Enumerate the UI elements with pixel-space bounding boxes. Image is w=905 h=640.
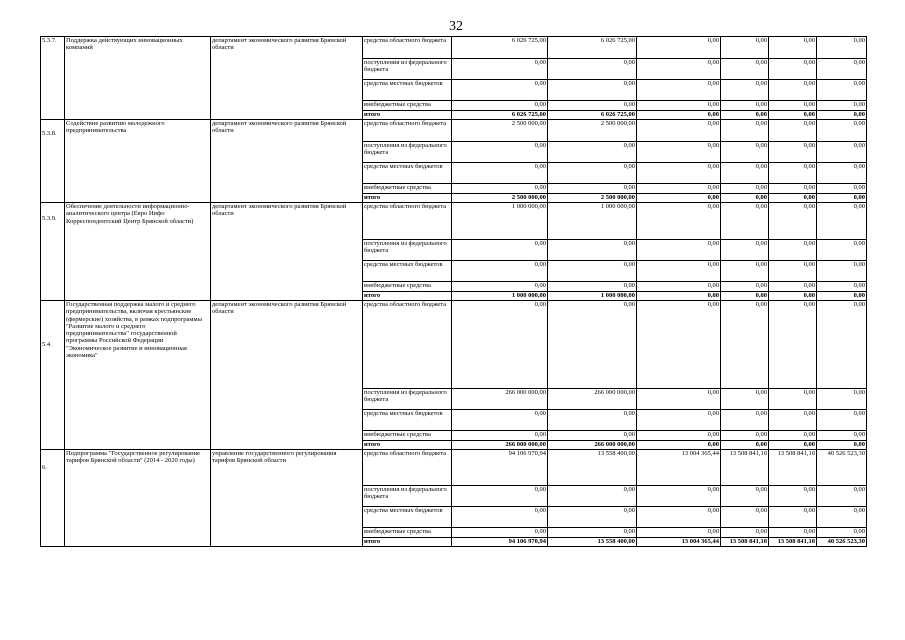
- amount-cell: 0,00: [721, 194, 769, 203]
- amount-cell: 0,00: [817, 507, 867, 528]
- amount-cell: 0,00: [452, 142, 548, 163]
- amount-cell: 0,00: [769, 37, 817, 59]
- amount-cell: 0,00: [637, 194, 721, 203]
- amount-cell: 0,00: [721, 410, 769, 431]
- amount-cell: 0,00: [769, 528, 817, 538]
- responsible-executor: департамент экономического развития Брянской области: [211, 203, 363, 301]
- amount-cell: 0,00: [817, 163, 867, 184]
- amount-cell: 0,00: [769, 184, 817, 194]
- amount-cell: 0,00: [817, 184, 867, 194]
- item-number: 5.3.9.: [41, 203, 65, 301]
- amount-cell: 0,00: [548, 486, 637, 507]
- amount-cell: 0,00: [452, 507, 548, 528]
- funding-source: поступления из федерального бюджета: [363, 389, 452, 410]
- funding-source: внебюджетные средства: [363, 184, 452, 194]
- amount-cell: 6 026 725,00: [452, 111, 548, 120]
- amount-cell: 2 500 000,00: [548, 194, 637, 203]
- funding-source: поступления из федерального бюджета: [363, 59, 452, 80]
- amount-cell: 0,00: [769, 240, 817, 261]
- amount-cell: 13 508 841,10: [721, 538, 769, 547]
- responsible-executor: департамент экономического развития Брянской области: [211, 120, 363, 203]
- funding-source: средства местных бюджетов: [363, 163, 452, 184]
- amount-cell: 0,00: [817, 486, 867, 507]
- amount-cell: 0,00: [817, 431, 867, 441]
- budget-table: [40, 36, 867, 547]
- amount-cell: 0,00: [769, 292, 817, 301]
- amount-cell: 40 526 523,30: [817, 450, 867, 486]
- amount-cell: 0,00: [637, 292, 721, 301]
- funding-source: внебюджетные средства: [363, 431, 452, 441]
- amount-cell: 0,00: [721, 528, 769, 538]
- amount-cell: 0,00: [769, 431, 817, 441]
- amount-cell: 0,00: [721, 441, 769, 450]
- amount-cell: 0,00: [452, 486, 548, 507]
- amount-cell: 13 558 400,00: [548, 538, 637, 547]
- amount-cell: 0,00: [769, 261, 817, 282]
- amount-cell: 0,00: [817, 240, 867, 261]
- funding-source: средства областного бюджета: [363, 301, 452, 389]
- funding-source: средства местных бюджетов: [363, 261, 452, 282]
- amount-cell: 0,00: [721, 486, 769, 507]
- amount-cell: 0,00: [769, 80, 817, 101]
- amount-cell: 0,00: [637, 142, 721, 163]
- amount-cell: 0,00: [637, 240, 721, 261]
- amount-cell: 0,00: [452, 410, 548, 431]
- funding-source: средства областного бюджета: [363, 450, 452, 486]
- amount-cell: 0,00: [548, 184, 637, 194]
- amount-cell: 0,00: [637, 301, 721, 389]
- amount-cell: 0,00: [817, 37, 867, 59]
- amount-cell: 0,00: [721, 261, 769, 282]
- amount-cell: 13 558 400,00: [548, 450, 637, 486]
- amount-cell: 0,00: [637, 486, 721, 507]
- amount-cell: 0,00: [817, 410, 867, 431]
- amount-cell: 266 000 000,00: [452, 389, 548, 410]
- amount-cell: 13 004 365,44: [637, 538, 721, 547]
- amount-cell: 0,00: [817, 80, 867, 101]
- amount-cell: 0,00: [637, 80, 721, 101]
- amount-cell: 0,00: [548, 163, 637, 184]
- amount-cell: 0,00: [548, 80, 637, 101]
- amount-cell: 6 026 725,00: [548, 37, 637, 59]
- amount-cell: 0,00: [817, 203, 867, 240]
- measure-name: Подпрограмма "Государственное регулирование тарифов Брянской области" (2014 - 2020 годы): [65, 450, 211, 547]
- amount-cell: 0,00: [769, 282, 817, 292]
- funding-source: внебюджетные средства: [363, 282, 452, 292]
- amount-cell: 0,00: [721, 292, 769, 301]
- amount-cell: 0,00: [769, 163, 817, 184]
- amount-cell: 0,00: [721, 389, 769, 410]
- amount-cell: 1 000 000,00: [548, 292, 637, 301]
- measure-name: Обеспечение деятельности информационно-аналитического центра (Евро Инфо Корреспондентский Центр Брянской области): [65, 203, 211, 301]
- amount-cell: 0,00: [721, 203, 769, 240]
- amount-cell: 0,00: [769, 120, 817, 142]
- funding-source: поступления из федерального бюджета: [363, 486, 452, 507]
- amount-cell: 0,00: [721, 59, 769, 80]
- responsible-executor: департамент экономического развития Брянской области: [211, 37, 363, 120]
- funding-row: [41, 301, 867, 389]
- amount-cell: 0,00: [721, 101, 769, 111]
- amount-cell: 0,00: [452, 59, 548, 80]
- amount-cell: 0,00: [548, 410, 637, 431]
- amount-cell: 0,00: [817, 120, 867, 142]
- amount-cell: 2 500 000,00: [548, 120, 637, 142]
- amount-cell: 0,00: [452, 431, 548, 441]
- funding-source: итого: [363, 111, 452, 120]
- funding-source: внебюджетные средства: [363, 101, 452, 111]
- amount-cell: 0,00: [817, 389, 867, 410]
- amount-cell: 0,00: [769, 486, 817, 507]
- amount-cell: 0,00: [769, 101, 817, 111]
- amount-cell: 0,00: [721, 282, 769, 292]
- funding-source: итого: [363, 292, 452, 301]
- amount-cell: 0,00: [452, 301, 548, 389]
- amount-cell: 0,00: [548, 301, 637, 389]
- amount-cell: 0,00: [817, 528, 867, 538]
- amount-cell: 0,00: [769, 59, 817, 80]
- amount-cell: 40 526 523,30: [817, 538, 867, 547]
- amount-cell: 0,00: [452, 528, 548, 538]
- item-number: 5.3.7.: [41, 37, 65, 120]
- measure-name: Содействие развитию молодежного предпринимательства: [65, 120, 211, 203]
- amount-cell: 0,00: [769, 194, 817, 203]
- amount-cell: 0,00: [548, 261, 637, 282]
- funding-source: средства областного бюджета: [363, 120, 452, 142]
- amount-cell: 0,00: [548, 282, 637, 292]
- funding-source: средства областного бюджета: [363, 203, 452, 240]
- responsible-executor: управление государственного регулирования тарифов Брянской области: [211, 450, 363, 547]
- amount-cell: 0,00: [637, 282, 721, 292]
- amount-cell: 0,00: [452, 80, 548, 101]
- funding-row: [41, 37, 867, 59]
- amount-cell: 0,00: [721, 80, 769, 101]
- amount-cell: 0,00: [721, 301, 769, 389]
- amount-cell: 0,00: [769, 389, 817, 410]
- funding-row: [41, 450, 867, 486]
- amount-cell: 0,00: [637, 431, 721, 441]
- item-number: 6.: [41, 450, 65, 547]
- responsible-executor: департамент экономического развития Брянской области: [211, 301, 363, 450]
- amount-cell: 0,00: [817, 142, 867, 163]
- amount-cell: 0,00: [817, 441, 867, 450]
- amount-cell: 0,00: [769, 410, 817, 431]
- amount-cell: 0,00: [721, 37, 769, 59]
- amount-cell: 0,00: [548, 142, 637, 163]
- amount-cell: 1 000 000,00: [452, 203, 548, 240]
- amount-cell: 0,00: [548, 59, 637, 80]
- item-number: 5.3.8.: [41, 120, 65, 203]
- funding-row: [41, 203, 867, 240]
- amount-cell: 0,00: [452, 261, 548, 282]
- amount-cell: 0,00: [817, 301, 867, 389]
- amount-cell: 0,00: [817, 261, 867, 282]
- amount-cell: 0,00: [637, 389, 721, 410]
- amount-cell: 0,00: [637, 410, 721, 431]
- amount-cell: 266 000 000,00: [548, 441, 637, 450]
- amount-cell: 0,00: [721, 431, 769, 441]
- amount-cell: 0,00: [721, 120, 769, 142]
- amount-cell: 0,00: [637, 101, 721, 111]
- amount-cell: 13 508 841,10: [721, 450, 769, 486]
- funding-source: поступления из федерального бюджета: [363, 142, 452, 163]
- amount-cell: 2 500 000,00: [452, 120, 548, 142]
- amount-cell: 0,00: [637, 59, 721, 80]
- amount-cell: 0,00: [721, 507, 769, 528]
- amount-cell: 0,00: [452, 101, 548, 111]
- amount-cell: 0,00: [637, 507, 721, 528]
- amount-cell: 0,00: [769, 507, 817, 528]
- amount-cell: 0,00: [817, 59, 867, 80]
- amount-cell: 0,00: [637, 261, 721, 282]
- funding-source: средства местных бюджетов: [363, 507, 452, 528]
- amount-cell: 0,00: [637, 441, 721, 450]
- amount-cell: 0,00: [637, 163, 721, 184]
- amount-cell: 0,00: [548, 101, 637, 111]
- amount-cell: 0,00: [721, 111, 769, 120]
- amount-cell: 266 000 000,00: [452, 441, 548, 450]
- amount-cell: 0,00: [721, 184, 769, 194]
- amount-cell: 266 000 000,00: [548, 389, 637, 410]
- amount-cell: 13 004 365,44: [637, 450, 721, 486]
- amount-cell: 0,00: [637, 184, 721, 194]
- funding-source: средства местных бюджетов: [363, 80, 452, 101]
- amount-cell: 13 508 841,10: [769, 538, 817, 547]
- amount-cell: 0,00: [452, 282, 548, 292]
- amount-cell: 0,00: [769, 203, 817, 240]
- funding-source: средства областного бюджета: [363, 37, 452, 59]
- amount-cell: 1 000 000,00: [452, 292, 548, 301]
- amount-cell: 0,00: [769, 301, 817, 389]
- amount-cell: 0,00: [817, 111, 867, 120]
- funding-source: итого: [363, 194, 452, 203]
- amount-cell: 0,00: [452, 240, 548, 261]
- amount-cell: 0,00: [769, 441, 817, 450]
- amount-cell: 6 026 725,00: [452, 37, 548, 59]
- amount-cell: 0,00: [817, 194, 867, 203]
- funding-source: внебюджетные средства: [363, 528, 452, 538]
- amount-cell: 94 106 970,94: [452, 450, 548, 486]
- amount-cell: 2 500 000,00: [452, 194, 548, 203]
- table-body: [41, 37, 867, 547]
- funding-source: поступления из федерального бюджета: [363, 240, 452, 261]
- amount-cell: 0,00: [548, 507, 637, 528]
- amount-cell: 0,00: [637, 528, 721, 538]
- measure-name: Поддержка действующих инновационных компаний: [65, 37, 211, 120]
- amount-cell: 0,00: [637, 111, 721, 120]
- funding-row: [41, 120, 867, 142]
- measure-name: Государственная поддержка малого и среднего предпринимательства, включая крестьянские (фермерские) хозяйства, в рамках подпрограммы "Развитие малого и среднего предпринимательства" государственной программы Российской Федерации "Экономическое развитие и инновационная экономика": [65, 301, 211, 450]
- funding-source: средства местных бюджетов: [363, 410, 452, 431]
- page-number: 32: [449, 19, 463, 34]
- amount-cell: 0,00: [452, 163, 548, 184]
- amount-cell: 1 000 000,00: [548, 203, 637, 240]
- amount-cell: 0,00: [548, 431, 637, 441]
- amount-cell: 0,00: [817, 101, 867, 111]
- amount-cell: 0,00: [452, 184, 548, 194]
- amount-cell: 0,00: [637, 203, 721, 240]
- amount-cell: 0,00: [721, 240, 769, 261]
- amount-cell: 0,00: [769, 111, 817, 120]
- amount-cell: 0,00: [721, 142, 769, 163]
- amount-cell: 0,00: [637, 37, 721, 59]
- amount-cell: 0,00: [548, 528, 637, 538]
- amount-cell: 6 026 725,00: [548, 111, 637, 120]
- amount-cell: 94 106 970,94: [452, 538, 548, 547]
- amount-cell: 0,00: [817, 292, 867, 301]
- amount-cell: 0,00: [721, 163, 769, 184]
- amount-cell: 13 508 841,10: [769, 450, 817, 486]
- amount-cell: 0,00: [817, 282, 867, 292]
- funding-source: итого: [363, 441, 452, 450]
- amount-cell: 0,00: [637, 120, 721, 142]
- item-number: 5.4.: [41, 301, 65, 450]
- amount-cell: 0,00: [769, 142, 817, 163]
- amount-cell: 0,00: [548, 240, 637, 261]
- funding-source: итого: [363, 538, 452, 547]
